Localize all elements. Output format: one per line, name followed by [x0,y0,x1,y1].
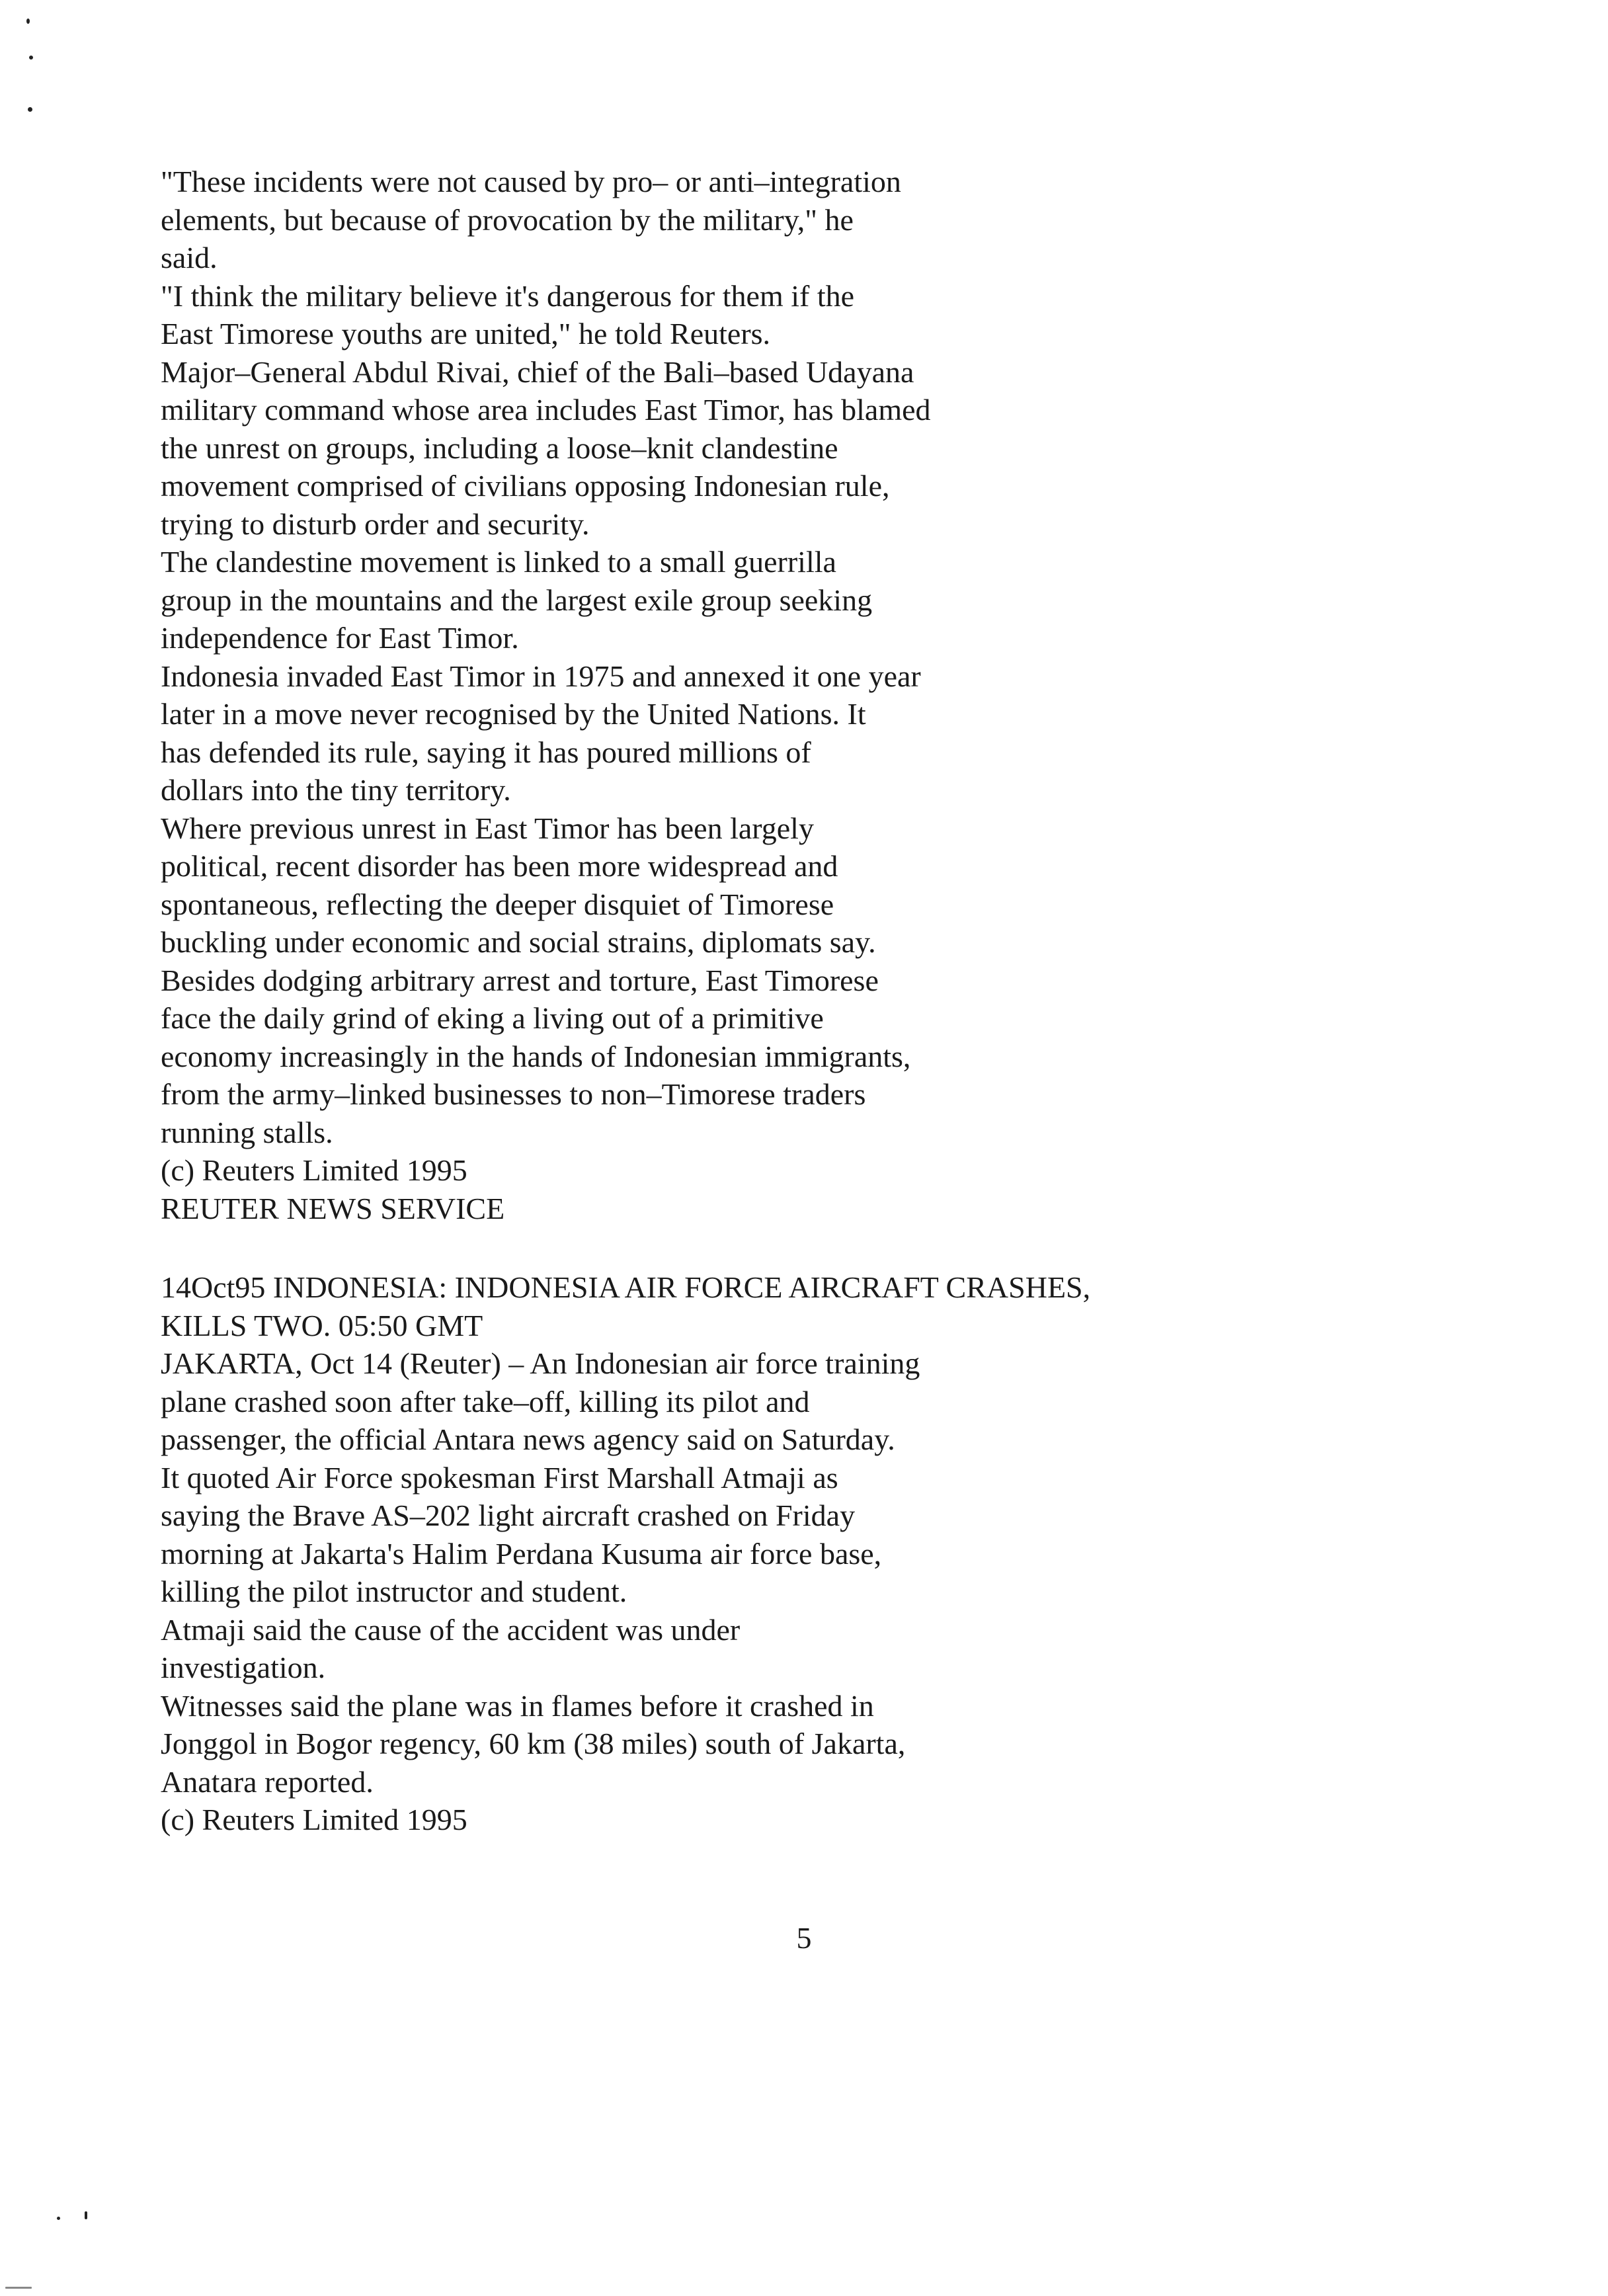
text-line: Indonesia invaded East Timor in 1975 and annexed it one year [161,659,921,693]
scan-speck [29,56,33,60]
text-line: face the daily grind of eking a living out of a primitive [161,1001,824,1035]
text-line: Besides dodging arbitrary arrest and torture, East Timorese [161,963,879,997]
scan-speck [28,107,32,112]
text-line: elements, but because of provocation by the military," he [161,202,854,237]
text-line: buckling under economic and social strains, diplomats say. [161,925,876,959]
text-line: dollars into the tiny territory. [161,773,511,807]
text-line: Atmaji said the cause of the accident was under [161,1612,741,1647]
scan-speck [5,2287,32,2289]
text-line: saying the Brave AS–202 light aircraft crashed on Friday [161,1498,856,1532]
text-line: movement comprised of civilians opposing Indonesian rule, [161,469,890,503]
text-line: morning at Jakarta's Halim Perdana Kusuma air force base, [161,1536,882,1571]
text-line: group in the mountains and the largest exile group seeking [161,583,873,617]
text-line: from the army–linked businesses to non–Timorese traders [161,1077,866,1111]
text-line: JAKARTA, Oct 14 (Reuter) – An Indonesian air force training [161,1346,920,1380]
text-line: East Timorese youths are united," he told Reuters. [161,317,771,350]
text-line: "These incidents were not caused by pro– or anti–integration [161,165,901,198]
text-line: Anatara reported. [161,1764,374,1799]
text-line: killing the pilot instructor and student. [161,1575,627,1608]
text-line: passenger, the official Antara news agency said on Saturday. [161,1422,895,1456]
text-line: Where previous unrest in East Timor has been largely [161,811,814,845]
article-1-continuation [161,163,1285,1227]
text-line: the unrest on groups, including a loose–knit clandestine [161,430,838,465]
page-number: 5 [796,1921,812,1955]
article-2 [161,1268,1285,1839]
text-line: said. [161,241,218,274]
text-line: spontaneous, reflecting the deeper disquiet of Timorese [161,887,834,921]
scan-speck [26,19,30,24]
text-line: "I think the military believe it's dangerous for them if the [161,278,855,313]
copyright-line: (c) Reuters Limited 1995 [161,1803,467,1836]
text-line: economy increasingly in the hands of Indonesian immigrants, [161,1039,911,1073]
text-line: trying to disturb order and security. [161,507,590,541]
text-line: Major–General Abdul Rivai, chief of the Bali–based Udayana [161,354,914,389]
service-line: REUTER NEWS SERVICE [161,1191,505,1225]
text-line: military command whose area includes East Timor, has blamed [161,393,931,427]
text-line: The clandestine movement is linked to a small guerrilla [161,545,836,579]
text-line: later in a move never recognised by the United Nations. It [161,697,866,731]
scan-speck [57,2217,60,2220]
article-headline: KILLS TWO. 05:50 GMT [161,1308,483,1342]
text-line: has defended its rule, saying it has poured millions of [161,735,811,769]
article-headline: 14Oct95 INDONESIA: INDONESIA AIR FORCE AIRCRAFT CRASHES, [161,1270,1091,1304]
text-line: It quoted Air Force spokesman First Marshall Atmaji as [161,1460,838,1495]
text-line: Witnesses said the plane was in flames before it crashed in [161,1688,874,1723]
text-line: Jonggol in Bogor regency, 60 km (38 miles) south of Jakarta, [161,1727,906,1760]
copyright-line: (c) Reuters Limited 1995 [161,1153,467,1187]
text-line: plane crashed soon after take–off, killing its pilot and [161,1384,810,1418]
scan-speck [85,2211,87,2219]
text-line: investigation. [161,1651,326,1684]
text-line: running stalls. [161,1115,333,1149]
text-line: independence for East Timor. [161,621,519,655]
text-line: political, recent disorder has been more widespread and [161,849,838,883]
